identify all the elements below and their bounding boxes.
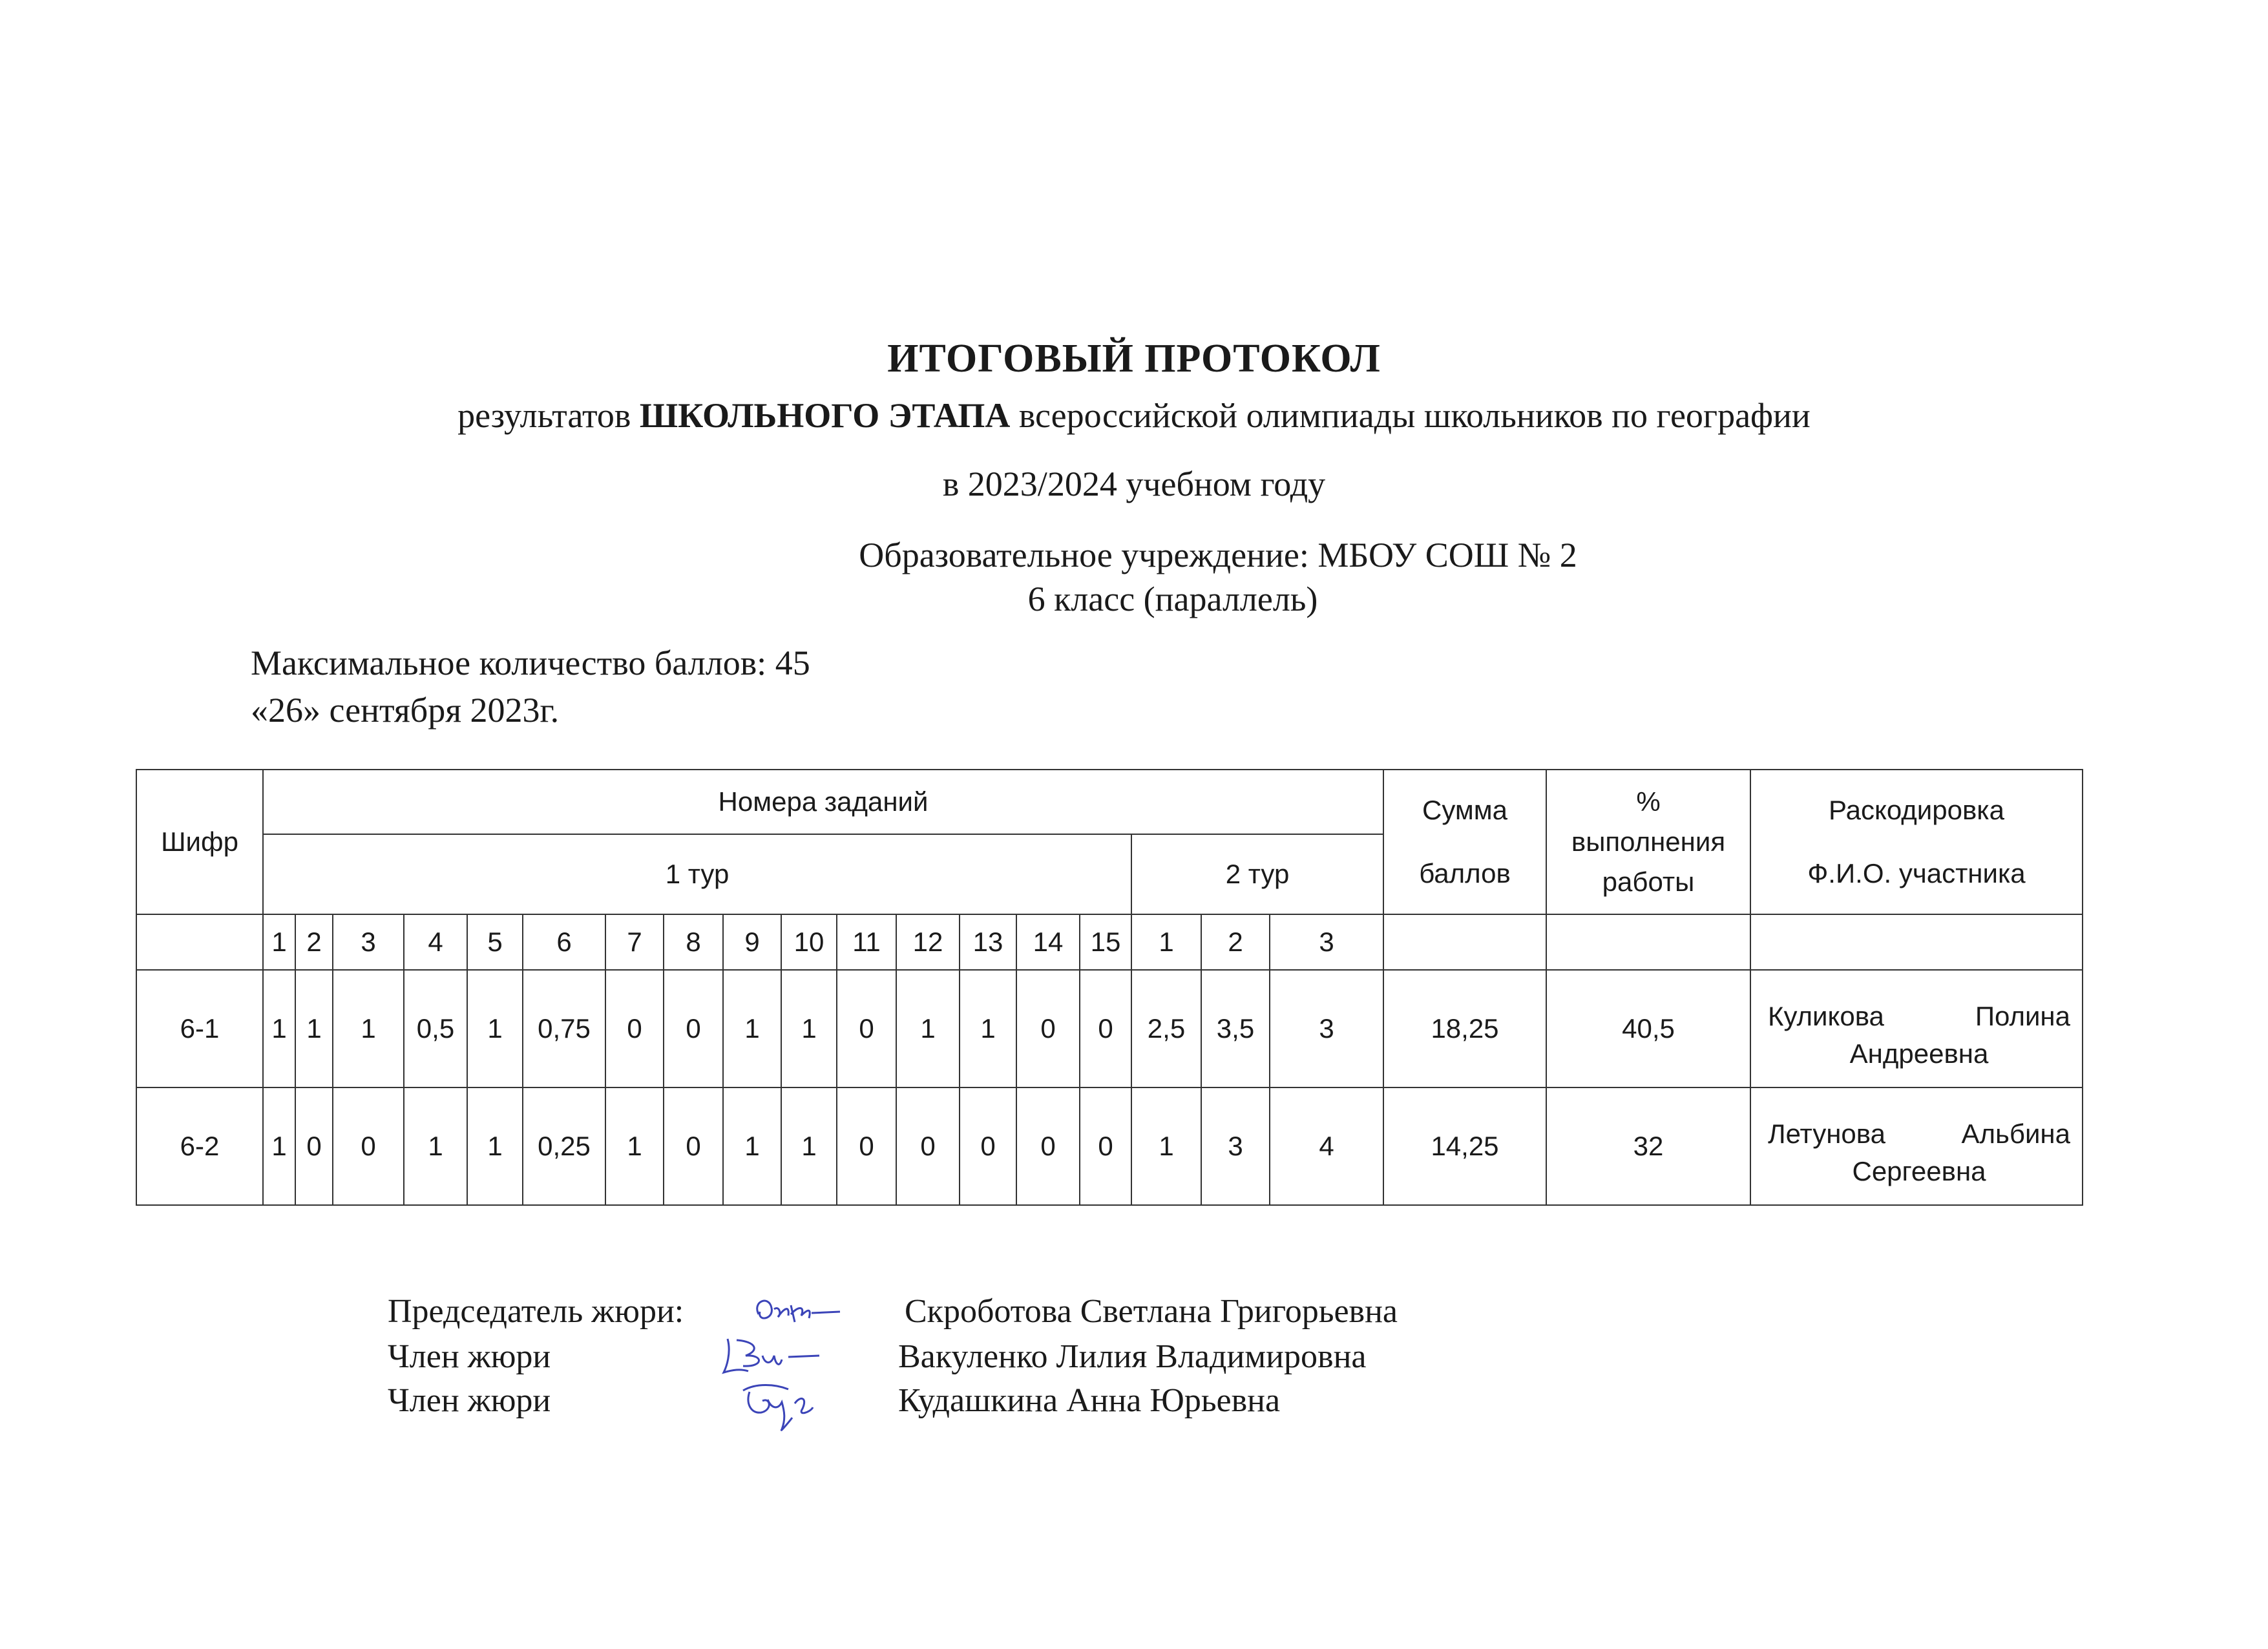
score-cell: 0 (1080, 970, 1131, 1087)
task-num: 4 (404, 914, 467, 970)
subtitle-prefix: результатов (457, 396, 640, 435)
header-percent-line3: работы (1602, 867, 1695, 897)
score-cell: 1 (263, 1087, 295, 1205)
header-decode-line2: Ф.И.О. участника (1807, 858, 2026, 888)
member2-signature (730, 1378, 827, 1436)
header-sum (1383, 770, 1546, 914)
header-percent-line1: % (1636, 786, 1661, 817)
task-num: 9 (723, 914, 781, 970)
task-num: 3 (1270, 914, 1383, 970)
score-cell: 0 (1016, 970, 1080, 1087)
participant-code: 6-2 (136, 1087, 263, 1205)
score-cell: 3 (1201, 1087, 1270, 1205)
protocol-subtitle (0, 395, 2268, 436)
task-num: 15 (1080, 914, 1131, 970)
header-percent-line2: выполнения (1571, 826, 1726, 857)
score-cell: 0 (605, 970, 664, 1087)
score-cell: 1 (333, 970, 404, 1087)
task-num: 2 (1201, 914, 1270, 970)
score-cell: 0 (295, 1087, 333, 1205)
score-cell: 0 (837, 1087, 896, 1205)
score-cell: 1 (781, 970, 837, 1087)
percent-cell: 32 (1546, 1087, 1750, 1205)
score-cell: 1 (263, 970, 295, 1087)
subtitle-suffix: всероссийской олимпиады школьников по географии (1010, 396, 1811, 435)
score-cell: 0 (664, 970, 723, 1087)
header-code: Шифр (136, 770, 263, 914)
header-percent (1546, 770, 1750, 914)
score-cell: 2,5 (1131, 970, 1201, 1087)
max-score: Максимальное количество баллов: 45 (251, 644, 810, 682)
task-num: 14 (1016, 914, 1080, 970)
name-third: Андреевна (1849, 1038, 1989, 1069)
task-num: 5 (467, 914, 523, 970)
header-tour2: 2 тур (1131, 834, 1383, 914)
task-num: 7 (605, 914, 664, 970)
jury-member1-name: Вакуленко Лилия Владимировна (898, 1338, 1367, 1375)
blank-cell (1546, 914, 1750, 970)
jury-member1-role: Член жюри (388, 1338, 551, 1375)
table-row (136, 970, 2083, 1087)
participant-name (1750, 970, 2083, 1087)
member1-signature (717, 1334, 827, 1379)
blank-cell (1750, 914, 2083, 970)
task-num: 8 (664, 914, 723, 970)
subtitle-bold: ШКОЛЬНОГО ЭТАПА (639, 396, 1011, 435)
score-cell: 0 (333, 1087, 404, 1205)
score-cell: 1 (467, 970, 523, 1087)
task-num: 2 (295, 914, 333, 970)
jury-member2-role: Член жюри (388, 1382, 551, 1419)
results-table (136, 769, 2083, 1206)
score-cell: 0 (960, 1087, 1016, 1205)
header-decode-line1: Раскодировка (1829, 795, 2004, 825)
score-cell: 1 (896, 970, 960, 1087)
sum-cell: 14,25 (1383, 1087, 1546, 1205)
name-first: Куликова (1768, 1001, 1884, 1031)
blank-cell (1383, 914, 1546, 970)
grade-label: 6 класс (параллель) (1027, 580, 1318, 618)
score-cell: 1 (960, 970, 1016, 1087)
task-num: 1 (1131, 914, 1201, 970)
protocol-title: ИТОГОВЫЙ ПРОТОКОЛ (887, 337, 1381, 381)
score-cell: 0 (1016, 1087, 1080, 1205)
header-tour1: 1 тур (263, 834, 1131, 914)
score-cell: 1 (723, 1087, 781, 1205)
score-cell: 4 (1270, 1087, 1383, 1205)
sum-cell: 18,25 (1383, 970, 1546, 1087)
participant-code: 6-1 (136, 970, 263, 1087)
score-cell: 1 (467, 1087, 523, 1205)
school-name: Образовательное учреждение: МБОУ СОШ № 2 (859, 536, 1577, 574)
task-numbers-row (136, 914, 2083, 970)
task-num: 12 (896, 914, 960, 970)
score-cell: 0 (837, 970, 896, 1087)
chair-signature (750, 1286, 846, 1338)
results-table-wrapper (136, 769, 2083, 1206)
name-third: Сергеевна (1852, 1156, 1986, 1186)
score-cell: 3,5 (1201, 970, 1270, 1087)
academic-year: в 2023/2024 учебном году (942, 465, 1326, 503)
name-first: Летунова (1768, 1119, 1885, 1149)
task-num: 10 (781, 914, 837, 970)
percent-cell: 40,5 (1546, 970, 1750, 1087)
task-num: 1 (263, 914, 295, 970)
name-second: Альбина (1961, 1119, 2070, 1149)
jury-chair-role: Председатель жюри: (388, 1293, 684, 1330)
score-cell: 1 (1131, 1087, 1201, 1205)
task-num: 3 (333, 914, 404, 970)
score-cell: 1 (605, 1087, 664, 1205)
score-cell: 0 (664, 1087, 723, 1205)
score-cell: 0,5 (404, 970, 467, 1087)
header-tasks: Номера заданий (263, 770, 1383, 834)
jury-chair-name: Скроботова Светлана Григорьевна (905, 1293, 1398, 1330)
score-cell: 3 (1270, 970, 1383, 1087)
participant-name (1750, 1087, 2083, 1205)
score-cell: 0 (1080, 1087, 1131, 1205)
score-cell: 1 (781, 1087, 837, 1205)
score-cell: 0 (896, 1087, 960, 1205)
name-second: Полина (1975, 1001, 2070, 1031)
task-num: 11 (837, 914, 896, 970)
score-cell: 0,25 (523, 1087, 605, 1205)
header-sum-line1: Сумма (1422, 795, 1507, 825)
task-num: 6 (523, 914, 605, 970)
task-num: 13 (960, 914, 1016, 970)
score-cell: 1 (295, 970, 333, 1087)
jury-member2-name: Кудашкина Анна Юрьевна (898, 1382, 1281, 1419)
score-cell: 0,75 (523, 970, 605, 1087)
score-cell: 1 (404, 1087, 467, 1205)
olympiad-date: «26» сентября 2023г. (251, 691, 560, 730)
table-row (136, 1087, 2083, 1205)
task-num-blank (136, 914, 263, 970)
header-decode (1750, 770, 2083, 914)
header-sum-line2: баллов (1419, 858, 1511, 888)
score-cell: 1 (723, 970, 781, 1087)
